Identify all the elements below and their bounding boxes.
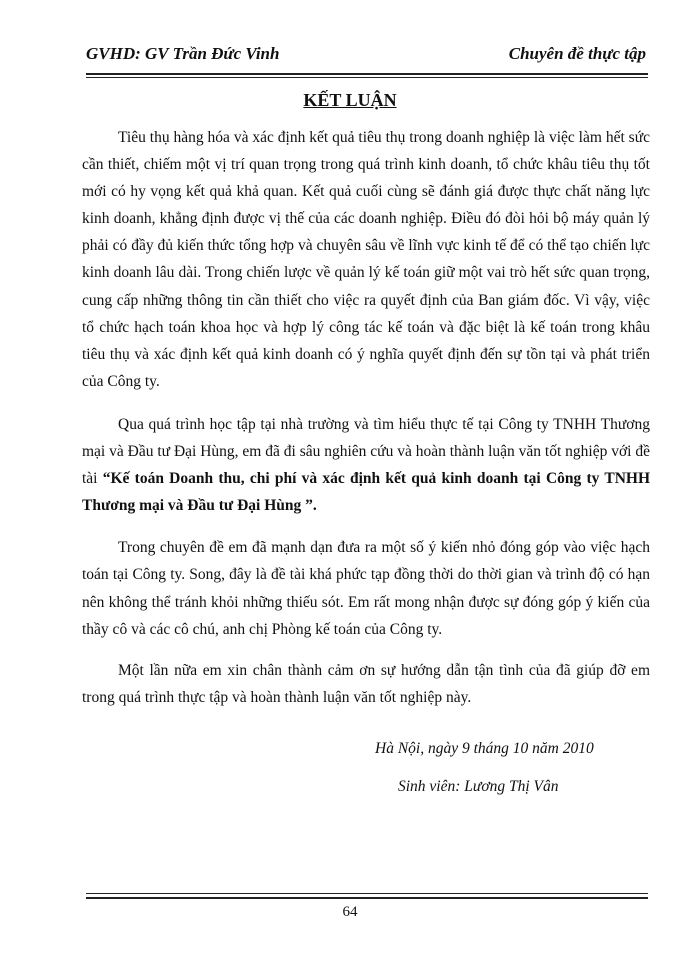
header-rule-thick — [86, 73, 648, 75]
page-number: 64 — [342, 904, 358, 920]
page-header — [86, 44, 646, 70]
signature-student: Sinh viên: Lương Thị Vân — [398, 778, 559, 795]
paragraph-2 — [82, 411, 650, 519]
footer-rule-thin — [86, 893, 648, 894]
paragraph-1: Tiêu thụ hàng hóa và xác định kết quả tiêu thụ trong doanh nghiệp là việc làm hết sức cần thiết, chiếm một vị trí quan trọng trong quá trình kinh doanh, tổ chức khâu tiêu thụ tốt mới có hy vọng kết quả khả quan. Kết quả cuối cùng sẽ đánh giá được thực chất năng lực kinh doanh, khẳng định được vị thế của các doanh nghiệp. Điều đó đòi hỏi bộ máy quản lý phải có đầy đủ kiến thức tổng hợp và chuyên sâu về lĩnh vực kinh tế để có thể tạo chiến lực kinh doanh lâu dài. Trong chiến lược về quản lý kế toán giữ một vai trò hết sức quan trọng, cung cấp những thông tin cần thiết cho việc ra quyết định của Ban giám đốc. Vì vậy, việc tổ chức hạch toán khoa học và hợp lý công tác kế toán và đặc biệt là kế toán trong khâu tiêu thụ và xác định kết quả kinh doanh có ý nghĩa quyết định đến sự tồn tại và phát triển của Công ty. — [82, 129, 650, 390]
signature-date: Hà Nội, ngày 9 tháng 10 năm 2010 — [375, 740, 594, 757]
header-rule-thin — [86, 77, 648, 78]
page-title: KẾT LUẬN — [303, 90, 397, 110]
header-report-type: Chuyên đề thực tập — [508, 44, 646, 63]
header-advisor: GVHD: GV Trần Đức Vinh — [86, 44, 280, 63]
paragraph-2-text: Qua quá trình học tập tại nhà trường và tìm hiểu thực tế tại Công ty TNHH Thương mại và Đầu tư Đại Hùng, em đã đi sâu nghiên cứu và hoàn thành luận văn tốt nghiệp với đề tài — [82, 415, 650, 488]
paragraph-3: Trong chuyên đề em đã mạnh dạn đưa ra một số ý kiến nhỏ đóng góp vào việc hạch toán tại Công ty. Song, đây là đề tài khá phức tạp đồng thời do thời gian và trình độ có hạn nên không thể tránh khỏi những thiếu sót. Em rất mong nhận được sự đóng góp ý kiến của thầy cô và các cô chú, anh chị Phòng kế toán của Công ty. — [82, 539, 650, 638]
paragraph-4: Một lần nữa em xin chân thành cảm ơn sự hướng dẫn tận tình của đã giúp đỡ em trong quá trình thực tập và hoàn thành luận văn tốt nghiệp này. — [82, 661, 650, 706]
document-body — [82, 124, 650, 711]
thesis-topic: “Kế toán Doanh thu, chi phí và xác định kết quả kinh doanh tại Công ty TNHH Thương mại và Đầu tư Đại Hùng ”. — [82, 470, 650, 515]
footer-rule-thick — [86, 897, 648, 899]
